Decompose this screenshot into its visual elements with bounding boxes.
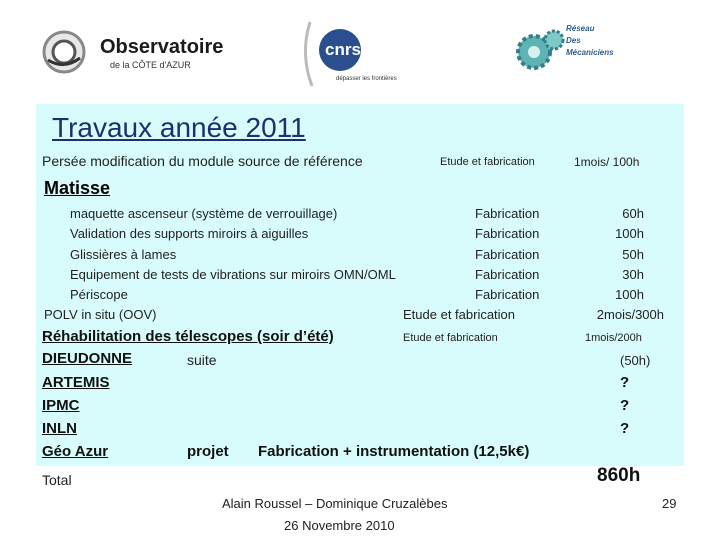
matisse-item-time: 50h [622,247,644,262]
matisse-item-time: 30h [622,267,644,282]
rehab-type: Etude et fabrication [403,332,498,344]
reseau-line2: Des [566,36,581,45]
geoazur-note: projet [187,443,229,460]
project-time: ? [620,420,630,437]
matisse-item-type: Fabrication [475,287,540,302]
reseau-line3: Mécaniciens [566,48,614,57]
persee-label: Persée modification du module source de référence [42,153,363,169]
project-time: (50h) [620,353,651,368]
observatoire-subtitle: de la CÔTE d'AZUR [110,60,191,70]
matisse-item-time: 60h [622,206,644,221]
total-value: 860h [597,465,641,486]
page-number: 29 [662,496,677,511]
matisse-item-label: Glissières à lames [70,247,177,262]
cnrs-name: cnrs [325,40,361,59]
geoazur-name: Géo Azur [42,443,109,460]
footer-authors: Alain Roussel – Dominique Cruzalèbes [222,496,448,511]
reseau-line1: Réseau [566,24,595,33]
matisse-item-type: Fabrication [475,206,540,221]
project-name: INLN [42,420,77,437]
matisse-item-time: 100h [615,287,644,302]
reseau-mecaniciens-logo [508,20,648,80]
cnrs-logo [298,14,408,94]
matisse-item-type: Fabrication [475,247,540,262]
cnrs-tagline: dépasser les frontières [336,76,397,82]
rehab-label: Réhabilitation des télescopes (soir d’été) [42,328,334,345]
geoazur-detail: Fabrication + instrumentation (12,5k€) [258,443,530,460]
matisse-item-label: Validation des supports miroirs à aiguilles [70,226,309,241]
project-time: ? [620,374,630,391]
observatoire-logo [36,22,236,82]
total-label: Total [42,472,72,488]
matisse-item-label: maquette ascenseur (système de verrouillage) [70,206,338,221]
project-name: ARTEMIS [42,374,110,391]
persee-time: 1mois/ 100h [574,155,640,169]
matisse-heading: Matisse [44,178,111,198]
polv-time: 2mois/300h [596,307,664,322]
matisse-item-label: Périscope [70,287,128,302]
rehab-time: 1mois/200h [585,332,642,344]
polv-type: Etude et fabrication [403,307,516,322]
persee-type: Etude et fabrication [440,156,535,168]
footer-date: 26 Novembre 2010 [284,518,395,533]
project-note: suite [187,352,217,368]
observatoire-name: Observatoire [100,36,224,58]
slide-title: Travaux année 2011 [52,112,306,143]
matisse-item-type: Fabrication [475,226,540,241]
matisse-item-type: Fabrication [475,267,540,282]
matisse-item-time: 100h [615,226,644,241]
project-time: ? [620,397,630,414]
project-name: IPMC [42,397,80,414]
polv-label: POLV in situ (OOV) [44,307,157,322]
project-name: DIEUDONNE [42,350,133,367]
matisse-item-label: Equipement de tests de vibrations sur miroirs OMN/OML [70,267,396,282]
